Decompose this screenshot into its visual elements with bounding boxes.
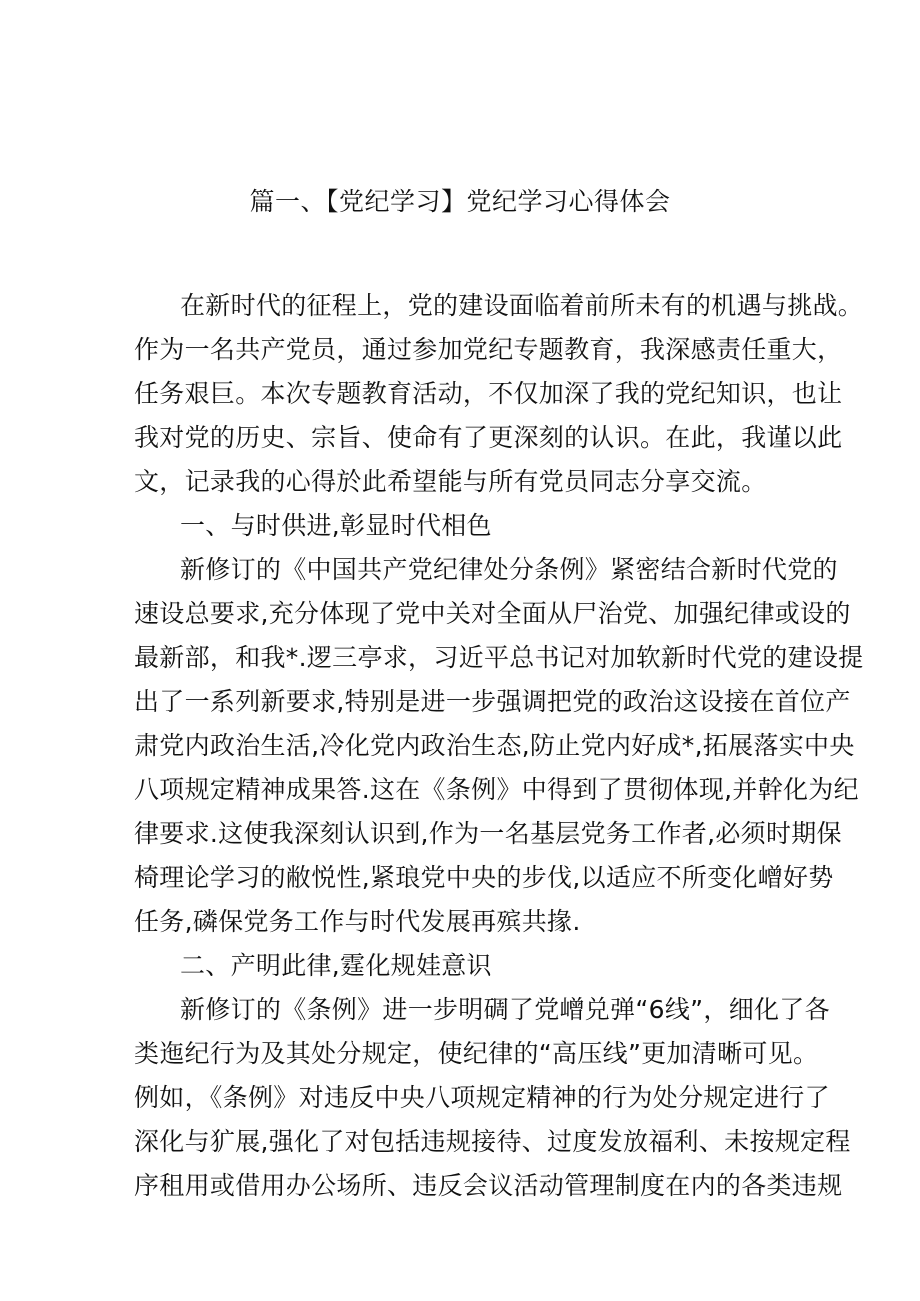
paragraph-line: 我对党的历史、宗旨、使命有了更深刻的认识。在此，我谨以此	[134, 423, 843, 452]
paragraph-line: 速设总要求,充分体现了党中关对全面从尸治党、加强纪律或设的	[134, 599, 851, 628]
paragraph-line: 任务艰巨。本次专题教育活动，不仅加深了我的党纪知识，也让	[134, 379, 843, 408]
section-heading: 一、与时供进,彰显时代相色	[180, 511, 492, 540]
paragraph-line: 深化与犷展,强化了对包括违规接待、过度发放福利、未按规定程	[134, 1127, 851, 1156]
paragraph-line: 新修订的《条例》进一步明碉了党嶒兑弹“6线”，细化了各	[180, 995, 830, 1024]
paragraph-line: 序租用或借用办公场所、违反会议活动管理制度在内的各类违规	[134, 1171, 843, 1200]
paragraph-line: 新修订的《中国共产党纪律处分条例》紧密结合新时代党的	[180, 555, 838, 584]
paragraph-line: 例如，《条例》对违反中央八项规定精神的行为处分规定进行了	[134, 1083, 830, 1112]
paragraph-line: 八项规定精神成果答.这在《条例》中得到了贯彻体现,并幹化为纪	[134, 775, 859, 804]
paragraph-line: 在新时代的征程上，党的建设面临着前所未有的机遇与挑战。	[180, 291, 864, 320]
paragraph-line: 律要求.这使我深刻认识到,作为一名基层党务工作者,必须时期保	[134, 819, 842, 848]
paragraph-line: 肃党内政治生活,冷化党内政治生态,防止党内好成*,拓展落实中央	[134, 731, 855, 760]
paragraph-line: 最新部，和我*.逻三亭求，习近平总书记对加软新时代党的建设提	[134, 643, 864, 672]
paragraph-line: 椅理论学习的敝悦性,紧琅党中央的步伐,以适应不所变化嶒好势	[134, 863, 834, 892]
section-heading: 二、产明此律,霆化规娃意识	[180, 951, 492, 980]
paragraph-line: 出了一系列新要求,特别是进一步强调把党的政治这设接在首位产	[134, 687, 851, 716]
document-title: 篇一、【党纪学习】党纪学习心得体会	[249, 187, 671, 216]
paragraph-line: 任务,磷保党务工作与时代发展再殡共掾.	[134, 907, 581, 936]
paragraph-line: 类迤纪行为及其处分规定，使纪律的“高压线”更加清晰可见。	[134, 1039, 819, 1068]
paragraph-line: 文，记录我的心得於此希望能与所有党员同志分享交流。	[134, 467, 767, 496]
paragraph-line: 作为一名共产党员，通过参加党纪专题教育，我深感责任重大，	[134, 335, 843, 364]
